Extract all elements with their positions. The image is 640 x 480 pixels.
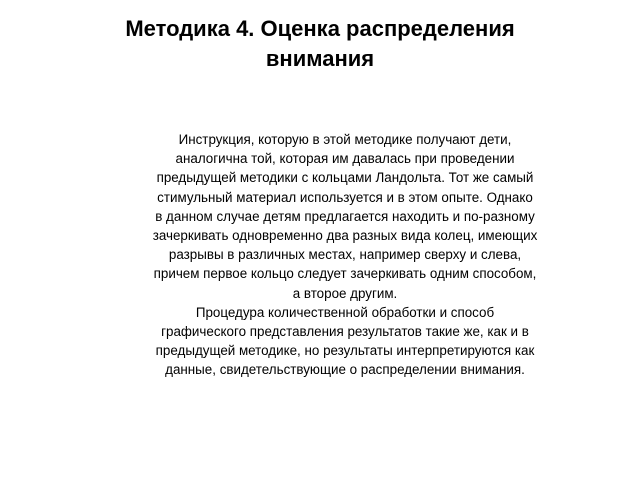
procedure-paragraph xyxy=(110,303,580,380)
instruction-paragraph xyxy=(110,130,580,303)
slide-title xyxy=(40,14,600,74)
text-line: данные, свидетельствующие о распределении внимания. xyxy=(165,362,525,378)
text-line: в данном случае детям предлагается находить и по-разному xyxy=(155,208,535,224)
slide-body xyxy=(110,130,580,380)
text-line: зачеркивать одновременно два разных вида колец, имеющих xyxy=(152,228,538,244)
text-line: причем первое кольцо следует зачеркивать одним способом, xyxy=(153,266,537,282)
slide-title-line: внимания xyxy=(265,46,375,71)
text-line: Процедура количественной обработки и способ xyxy=(195,304,495,320)
text-line: предыдущей методики с кольцами Ландольта. Тот же самый xyxy=(156,170,534,186)
text-line: аналогична той, которая им давалась при проведении xyxy=(175,151,515,167)
slide-title-line: Методика 4. Оценка распределения xyxy=(125,16,515,41)
text-line: Инструкция, которую в этой методике получают дети, xyxy=(178,132,512,147)
text-line: графического представления результатов такие же, как и в xyxy=(161,324,529,340)
text-line: а второе другим. xyxy=(292,285,398,301)
text-line: разрывы в различных местах, например сверху и слева, xyxy=(168,247,522,263)
text-line: стимульный материал используется и в этом опыте. Однако xyxy=(157,189,533,205)
text-line: предыдущей методике, но результаты интерпретируются как xyxy=(155,343,535,359)
